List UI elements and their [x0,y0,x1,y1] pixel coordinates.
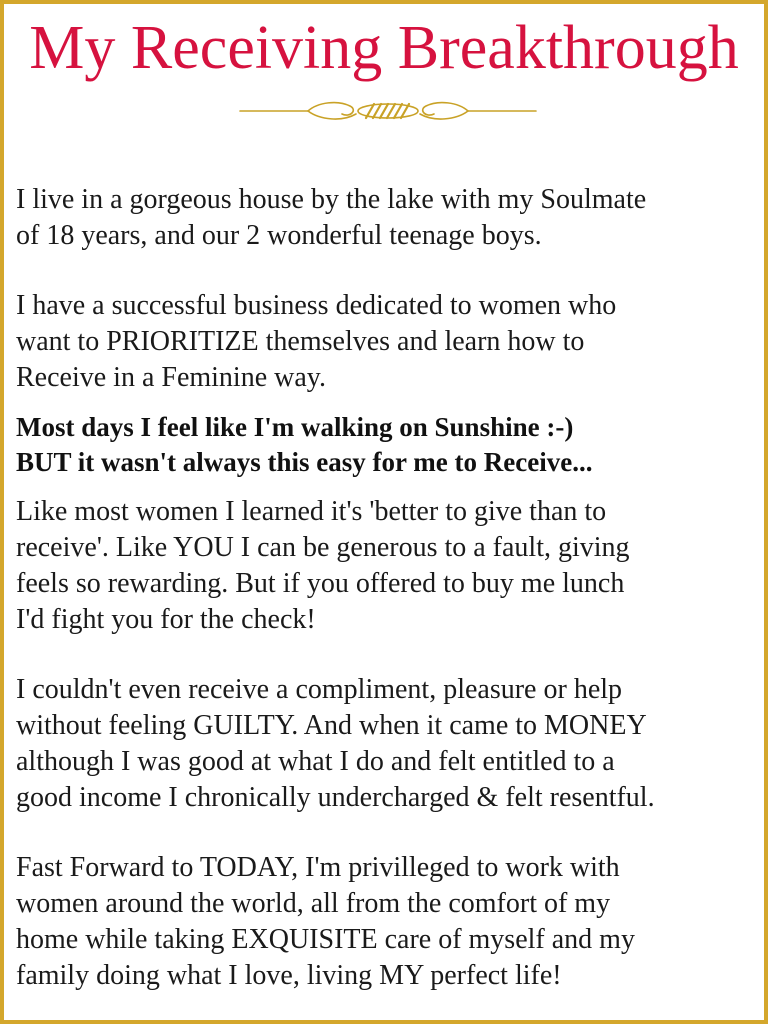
text-line: Receive in a Feminine way. [16,362,326,393]
text-line: Fast Forward to TODAY, I'm privilleged to work with [16,852,620,883]
text-line: Like most women I learned it's 'better to give than to [16,496,607,527]
text-line: BUT it wasn't always this easy for me to Receive... [16,447,593,477]
text-line: I have a successful business dedicated to women who [16,290,617,321]
text-line: without feeling GUILTY. And when it came to MONEY [16,710,647,741]
text-line: receive'. Like YOU I can be generous to a fault, giving [16,532,630,563]
paragraph-business [16,288,760,396]
text-line: good income I chronically undercharged & felt resentful. [16,782,655,813]
text-line: women around the world, all from the comfort of my [16,888,611,919]
flourish-divider-icon [238,94,538,128]
text-line: although I was good at what I do and felt entitled to a [16,746,615,777]
paragraph-intro [16,182,760,254]
article-body [16,182,760,994]
paragraph-guilt [16,672,760,816]
text-line: want to PRIORITIZE themselves and learn how to [16,326,585,357]
bold-highlight [16,410,760,480]
text-line: I'd fight you for the check! [16,604,316,635]
text-line: family doing what I love, living MY perfect life! [16,960,562,991]
text-line: feels so rewarding. But if you offered to buy me lunch [16,568,625,599]
text-line: Most days I feel like I'm walking on Sunshine :-) [16,412,574,442]
text-line: of 18 years, and our 2 wonderful teenage boys. [16,220,542,251]
paragraph-giving [16,494,760,638]
text-line: I couldn't even receive a compliment, pleasure or help [16,674,623,705]
paragraph-today [16,850,760,994]
text-line: home while taking EXQUISITE care of myself and my [16,924,635,955]
page-title: My Receiving Breakthrough [29,14,739,82]
text-line: I live in a gorgeous house by the lake with my Soulmate [16,184,647,215]
